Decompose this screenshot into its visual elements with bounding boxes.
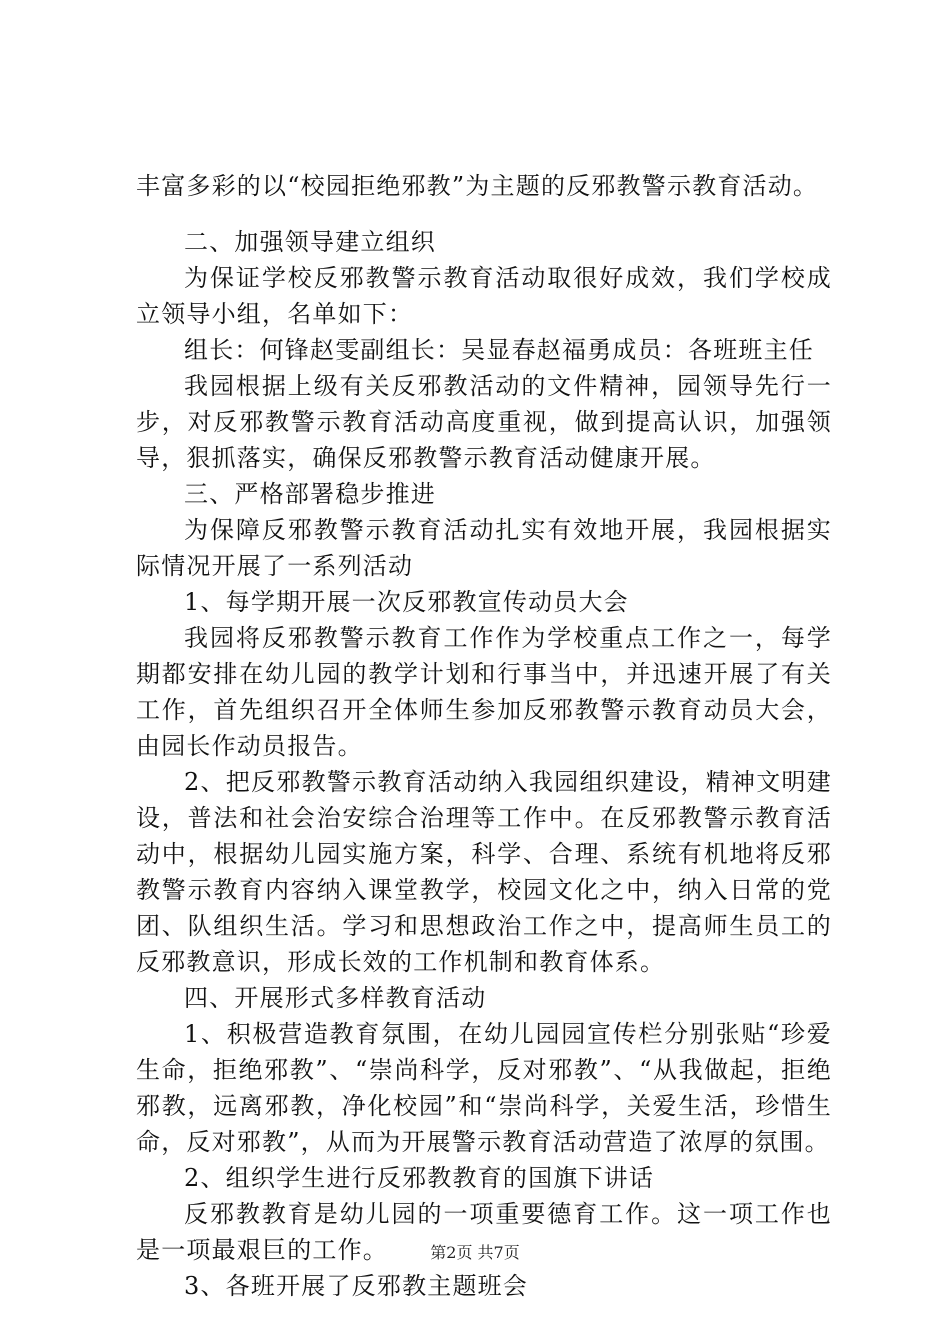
section-heading-2: 二、加强领导建立组织	[184, 228, 436, 256]
paragraph: 我园根据上级有关反邪教活动的文件精神，园领导先行一步，对反邪教警示教育活动高度重视，做到提高认识，加强领导，狠抓落实，确保反邪教警示教育活动健康开展。	[136, 372, 832, 472]
document-body	[136, 168, 832, 1304]
list-item-heading: 2、组织学生进行反邪教教育的国旗下讲话	[184, 1164, 655, 1192]
paragraph: 反邪教教育是幼儿园的一项重要德育工作。这一项工作也是一项最艰巨的工作。	[136, 1200, 832, 1264]
list-item-heading: 1、每学期开展一次反邪教宣传动员大会	[184, 588, 629, 616]
paragraph: 我园将反邪教警示教育工作作为学校重点工作之一，每学期都安排在幼儿园的教学计划和行事当中，并迅速开展了有关工作，首先组织召开全体师生参加反邪教警示教育动员大会，由园长作动员报告。	[136, 624, 832, 760]
section-heading-4: 四、开展形式多样教育活动	[184, 984, 487, 1012]
paragraph-continuation: 丰富多彩的以“校园拒绝邪教”为主题的反邪教警示教育活动。	[136, 172, 819, 200]
paragraph: 2、把反邪教警示教育活动纳入我园组织建设，精神文明建设，普法和社会治安综合治理等工作中。在反邪教警示教育活动中，根据幼儿园实施方案，科学、合理、系统有机地将反邪教警示教育内容纳入课堂教学，校园文化之中，纳入日常的党团、队组织生活。学习和思想政治工作之中，提高师生员工的反邪教意识，形成长效的工作机制和教育体系。	[136, 768, 832, 976]
page-footer	[0, 1243, 950, 1263]
paragraph: 1、积极营造教育氛围，在幼儿园园宣传栏分别张贴“珍爱生命，拒绝邪教”、“崇尚科学，反对邪教”、“从我做起，拒绝邪教，远离邪教，净化校园”和“崇尚科学，关爱生活，珍惜生命，反对邪教”，从而为开展警示教育活动营造了浓厚的氛围。	[136, 1020, 832, 1156]
section-heading-3: 三、严格部署稳步推进	[184, 480, 436, 508]
paragraph: 为保障反邪教警示教育活动扎实有效地开展，我园根据实际情况开展了一系列活动	[136, 516, 832, 580]
paragraph: 为保证学校反邪教警示教育活动取很好成效，我们学校成立领导小组，名单如下：	[136, 264, 832, 328]
page-number-label: 第2页 共7页	[430, 1243, 520, 1262]
paragraph-member-list: 组长：何锋赵雯副组长：吴显春赵福勇成员：各班班主任	[184, 336, 814, 364]
list-item-heading: 3、各班开展了反邪教主题班会	[184, 1272, 529, 1300]
